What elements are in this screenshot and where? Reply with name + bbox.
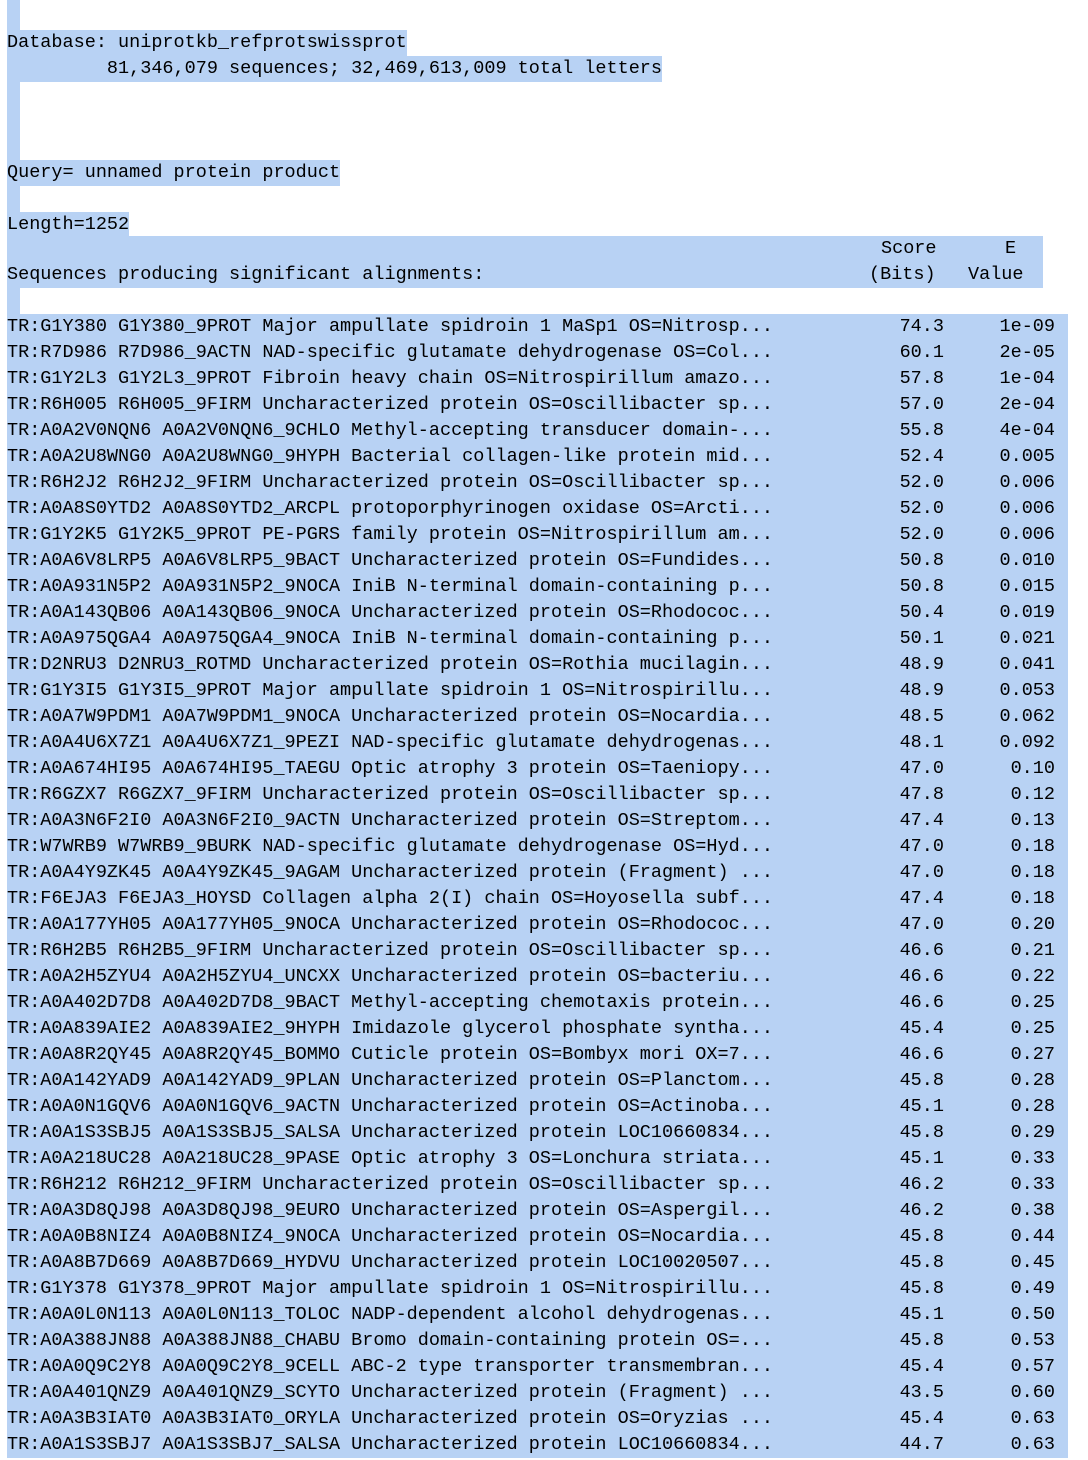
table-row[interactable] bbox=[7, 314, 1068, 340]
hit-description[interactable]: TR:R6H212 R6H212_9FIRM Uncharacterized protein OS=Oscillibacter sp... bbox=[7, 1174, 774, 1195]
table-row[interactable] bbox=[7, 990, 1068, 1016]
hit-evalue: 0.28 bbox=[1010, 1070, 1055, 1091]
hit-score: 52.0 bbox=[899, 472, 944, 493]
hit-description[interactable]: TR:R7D986 R7D986_9ACTN NAD-specific glutamate dehydrogenase OS=Col... bbox=[7, 342, 774, 363]
hit-score: 57.8 bbox=[899, 368, 944, 389]
hit-evalue: 2e-04 bbox=[999, 394, 1055, 415]
table-row[interactable] bbox=[7, 1198, 1068, 1224]
hit-score: 50.8 bbox=[899, 550, 944, 571]
evalue-header-top: E bbox=[1005, 238, 1017, 259]
alignments-title: Sequences producing significant alignments: bbox=[7, 264, 485, 285]
hit-score: 50.8 bbox=[899, 576, 944, 597]
hit-score: 52.4 bbox=[899, 446, 944, 467]
hit-description[interactable]: TR:G1Y2L3 G1Y2L3_9PROT Fibroin heavy chain OS=Nitrospirillum amazo... bbox=[7, 368, 774, 389]
hit-evalue: 0.25 bbox=[1010, 1018, 1055, 1039]
hit-score: 46.6 bbox=[899, 966, 944, 987]
hit-description[interactable]: TR:G1Y2K5 G1Y2K5_9PROT PE-PGRS family protein OS=Nitrospirillum am... bbox=[7, 524, 774, 545]
table-row[interactable] bbox=[7, 860, 1068, 886]
hit-score: 47.8 bbox=[899, 784, 944, 805]
hit-evalue: 0.005 bbox=[999, 446, 1055, 467]
hit-score: 47.0 bbox=[899, 836, 944, 857]
hit-score: 47.0 bbox=[899, 914, 944, 935]
hit-description[interactable]: TR:D2NRU3 D2NRU3_ROTMD Uncharacterized protein OS=Rothia mucilagin... bbox=[7, 654, 774, 675]
hit-score: 57.0 bbox=[899, 394, 944, 415]
table-row[interactable] bbox=[7, 1302, 1068, 1328]
hit-description[interactable]: TR:R6H2B5 R6H2B5_9FIRM Uncharacterized protein OS=Oscillibacter sp... bbox=[7, 940, 774, 961]
hit-description[interactable]: TR:A0A1S3SBJ7 A0A1S3SBJ7_SALSA Uncharacterized protein LOC10660834... bbox=[7, 1434, 774, 1455]
table-row[interactable] bbox=[7, 1328, 1068, 1354]
hit-score: 45.1 bbox=[899, 1096, 944, 1117]
table-row[interactable] bbox=[7, 1406, 1068, 1432]
hit-evalue: 0.010 bbox=[999, 550, 1055, 571]
hit-evalue: 0.50 bbox=[1010, 1304, 1055, 1325]
table-row[interactable] bbox=[7, 704, 1068, 730]
hit-description[interactable]: TR:A0A142YAD9 A0A142YAD9_9PLAN Uncharacterized protein OS=Planctom... bbox=[7, 1070, 774, 1091]
hit-evalue: 0.33 bbox=[1010, 1148, 1055, 1169]
hit-evalue: 0.22 bbox=[1010, 966, 1055, 987]
table-row[interactable] bbox=[7, 886, 1068, 912]
hit-description[interactable]: TR:A0A0L0N113 A0A0L0N113_TOLOC NADP-dependent alcohol dehydrogenas... bbox=[7, 1304, 774, 1325]
hit-score: 74.3 bbox=[899, 316, 944, 337]
hit-evalue: 0.10 bbox=[1010, 758, 1055, 779]
hit-score: 45.8 bbox=[899, 1278, 944, 1299]
hit-evalue: 0.13 bbox=[1010, 810, 1055, 831]
hit-description[interactable]: TR:G1Y380 G1Y380_9PROT Major ampullate spidroin 1 MaSp1 OS=Nitrosp... bbox=[7, 316, 774, 337]
hit-evalue: 0.006 bbox=[999, 472, 1055, 493]
query-line: Query= unnamed protein product bbox=[7, 160, 340, 186]
hit-score: 47.4 bbox=[899, 888, 944, 909]
hit-score: 52.0 bbox=[899, 498, 944, 519]
hit-evalue: 0.041 bbox=[999, 654, 1055, 675]
hit-description[interactable]: TR:A0A7W9PDM1 A0A7W9PDM1_9NOCA Uncharacterized protein OS=Nocardia... bbox=[7, 706, 774, 727]
table-row[interactable] bbox=[7, 392, 1068, 418]
table-row[interactable] bbox=[7, 938, 1068, 964]
table-row[interactable] bbox=[7, 678, 1068, 704]
selection-left-bar-mid bbox=[7, 82, 20, 160]
hit-score: 45.4 bbox=[899, 1408, 944, 1429]
table-row[interactable] bbox=[7, 782, 1068, 808]
hit-evalue: 0.021 bbox=[999, 628, 1055, 649]
table-row[interactable] bbox=[7, 964, 1068, 990]
selection-left-bar-top bbox=[7, 0, 20, 30]
length-line: Length=1252 bbox=[7, 212, 129, 238]
hit-evalue: 0.49 bbox=[1010, 1278, 1055, 1299]
hit-evalue: 0.27 bbox=[1010, 1044, 1055, 1065]
hit-description[interactable]: TR:G1Y378 G1Y378_9PROT Major ampullate spidroin 1 OS=Nitrospirillu... bbox=[7, 1278, 774, 1299]
table-row[interactable] bbox=[7, 496, 1068, 522]
table-row[interactable] bbox=[7, 1432, 1068, 1458]
table-row[interactable] bbox=[7, 1120, 1068, 1146]
hit-evalue: 0.18 bbox=[1010, 888, 1055, 909]
table-row[interactable] bbox=[7, 522, 1068, 548]
hit-score: 45.8 bbox=[899, 1226, 944, 1247]
table-row[interactable] bbox=[7, 418, 1068, 444]
table-row[interactable] bbox=[7, 548, 1068, 574]
hit-evalue: 4e-04 bbox=[999, 420, 1055, 441]
hit-evalue: 0.44 bbox=[1010, 1226, 1055, 1247]
hit-score: 48.9 bbox=[899, 680, 944, 701]
table-row[interactable] bbox=[7, 730, 1068, 756]
table-row[interactable] bbox=[7, 756, 1068, 782]
table-row[interactable] bbox=[7, 834, 1068, 860]
hit-description[interactable]: TR:G1Y3I5 G1Y3I5_9PROT Major ampullate spidroin 1 OS=Nitrospirillu... bbox=[7, 680, 774, 701]
hit-score: 46.6 bbox=[899, 992, 944, 1013]
hit-score: 47.0 bbox=[899, 758, 944, 779]
table-row[interactable] bbox=[7, 340, 1068, 366]
table-row[interactable] bbox=[7, 470, 1068, 496]
table-row[interactable] bbox=[7, 444, 1068, 470]
hit-score: 48.9 bbox=[899, 654, 944, 675]
hit-description[interactable]: TR:A0A2H5ZYU4 A0A2H5ZYU4_UNCXX Uncharacterized protein OS=bacteriu... bbox=[7, 966, 774, 987]
table-row[interactable] bbox=[7, 626, 1068, 652]
hit-evalue: 0.57 bbox=[1010, 1356, 1055, 1377]
hit-description[interactable]: TR:A0A177YH05 A0A177YH05_9NOCA Uncharacterized protein OS=Rhodococ... bbox=[7, 914, 774, 935]
hit-evalue: 0.053 bbox=[999, 680, 1055, 701]
hit-score: 45.8 bbox=[899, 1330, 944, 1351]
hit-description[interactable]: TR:A0A143QB06 A0A143QB06_9NOCA Uncharacterized protein OS=Rhodococ... bbox=[7, 602, 774, 623]
table-row[interactable] bbox=[7, 1094, 1068, 1120]
hit-description[interactable]: TR:W7WRB9 W7WRB9_9BURK NAD-specific glutamate dehydrogenase OS=Hyd... bbox=[7, 836, 774, 857]
table-row[interactable] bbox=[7, 1276, 1068, 1302]
hit-score: 52.0 bbox=[899, 524, 944, 545]
hit-evalue: 0.33 bbox=[1010, 1174, 1055, 1195]
hit-score: 45.8 bbox=[899, 1252, 944, 1273]
hit-score: 45.4 bbox=[899, 1018, 944, 1039]
hit-score: 45.1 bbox=[899, 1148, 944, 1169]
table-row[interactable] bbox=[7, 1172, 1068, 1198]
table-row[interactable] bbox=[7, 1250, 1068, 1276]
hit-description[interactable]: TR:R6H005 R6H005_9FIRM Uncharacterized protein OS=Oscillibacter sp... bbox=[7, 394, 774, 415]
table-row[interactable] bbox=[7, 1016, 1068, 1042]
table-row[interactable] bbox=[7, 600, 1068, 626]
hit-description[interactable]: TR:R6H2J2 R6H2J2_9FIRM Uncharacterized protein OS=Oscillibacter sp... bbox=[7, 472, 774, 493]
hit-evalue: 0.092 bbox=[999, 732, 1055, 753]
hit-evalue: 0.53 bbox=[1010, 1330, 1055, 1351]
hit-evalue: 1e-04 bbox=[999, 368, 1055, 389]
selection-left-bar-gap bbox=[7, 186, 20, 212]
hit-description[interactable]: TR:A0A674HI95 A0A674HI95_TAEGU Optic atrophy 3 protein OS=Taeniopy... bbox=[7, 758, 774, 779]
hit-score: 60.1 bbox=[899, 342, 944, 363]
hit-description[interactable]: TR:A0A0Q9C2Y8 A0A0Q9C2Y8_9CELL ABC-2 type transporter transmembran... bbox=[7, 1356, 774, 1377]
hit-evalue: 0.015 bbox=[999, 576, 1055, 597]
hit-description[interactable]: TR:A0A839AIE2 A0A839AIE2_9HYPH Imidazole glycerol phosphate syntha... bbox=[7, 1018, 774, 1039]
hit-evalue: 0.29 bbox=[1010, 1122, 1055, 1143]
hit-evalue: 0.12 bbox=[1010, 784, 1055, 805]
table-row[interactable] bbox=[7, 912, 1068, 938]
hit-score: 44.7 bbox=[899, 1434, 944, 1455]
hit-description[interactable]: TR:A0A8S0YTD2 A0A8S0YTD2_ARCPL protoporphyrinogen oxidase OS=Arcti... bbox=[7, 498, 774, 519]
hit-score: 46.6 bbox=[899, 940, 944, 961]
hit-score: 45.8 bbox=[899, 1070, 944, 1091]
table-row[interactable] bbox=[7, 574, 1068, 600]
hit-score: 45.8 bbox=[899, 1122, 944, 1143]
hit-description[interactable]: TR:R6GZX7 R6GZX7_9FIRM Uncharacterized protein OS=Oscillibacter sp... bbox=[7, 784, 774, 805]
hit-evalue: 0.18 bbox=[1010, 862, 1055, 883]
hit-description[interactable]: TR:A0A388JN88 A0A388JN88_CHABU Bromo domain-containing protein OS=... bbox=[7, 1330, 774, 1351]
hit-score: 45.1 bbox=[899, 1304, 944, 1325]
hit-score: 47.4 bbox=[899, 810, 944, 831]
hit-evalue: 2e-05 bbox=[999, 342, 1055, 363]
table-row[interactable] bbox=[7, 1146, 1068, 1172]
hit-evalue: 0.18 bbox=[1010, 836, 1055, 857]
hit-evalue: 0.25 bbox=[1010, 992, 1055, 1013]
hit-score: 50.4 bbox=[899, 602, 944, 623]
hit-description[interactable]: TR:A0A218UC28 A0A218UC28_9PASE Optic atrophy 3 OS=Lonchura striata... bbox=[7, 1148, 774, 1169]
hit-score: 55.8 bbox=[899, 420, 944, 441]
hit-score: 46.2 bbox=[899, 1200, 944, 1221]
hit-description[interactable]: TR:A0A6V8LRP5 A0A6V8LRP5_9BACT Uncharacterized protein OS=Fundides... bbox=[7, 550, 774, 571]
hit-evalue: 0.60 bbox=[1010, 1382, 1055, 1403]
hit-score: 46.2 bbox=[899, 1174, 944, 1195]
hit-evalue: 0.21 bbox=[1010, 940, 1055, 961]
hit-description[interactable]: TR:A0A3D8QJ98 A0A3D8QJ98_9EURO Uncharacterized protein OS=Aspergil... bbox=[7, 1200, 774, 1221]
table-row[interactable] bbox=[7, 366, 1068, 392]
hit-evalue: 0.38 bbox=[1010, 1200, 1055, 1221]
hit-score: 50.1 bbox=[899, 628, 944, 649]
hit-evalue: 0.63 bbox=[1010, 1408, 1055, 1429]
hit-description[interactable]: TR:A0A3B3IAT0 A0A3B3IAT0_ORYLA Uncharacterized protein OS=Oryzias ... bbox=[7, 1408, 774, 1429]
hit-score: 47.0 bbox=[899, 862, 944, 883]
hit-description[interactable]: TR:A0A2V0NQN6 A0A2V0NQN6_9CHLO Methyl-accepting transducer domain-... bbox=[7, 420, 774, 441]
score-header-top: Score bbox=[881, 238, 937, 259]
table-row[interactable] bbox=[7, 1042, 1068, 1068]
table-row[interactable] bbox=[7, 1354, 1068, 1380]
hit-description[interactable]: TR:A0A0B8NIZ4 A0A0B8NIZ4_9NOCA Uncharacterized protein OS=Nocardia... bbox=[7, 1226, 774, 1247]
hit-evalue: 0.20 bbox=[1010, 914, 1055, 935]
table-row[interactable] bbox=[7, 808, 1068, 834]
hit-description[interactable]: TR:A0A1S3SBJ5 A0A1S3SBJ5_SALSA Uncharacterized protein LOC10660834... bbox=[7, 1122, 774, 1143]
hit-evalue: 0.006 bbox=[999, 498, 1055, 519]
hit-score: 48.1 bbox=[899, 732, 944, 753]
hit-description[interactable]: TR:A0A975QGA4 A0A975QGA4_9NOCA IniB N-terminal domain-containing p... bbox=[7, 628, 774, 649]
hit-description[interactable]: TR:A0A402D7D8 A0A402D7D8_9BACT Methyl-accepting chemotaxis protein... bbox=[7, 992, 774, 1013]
hit-evalue: 0.019 bbox=[999, 602, 1055, 623]
hit-description[interactable]: TR:A0A4Y9ZK45 A0A4Y9ZK45_9AGAM Uncharacterized protein (Fragment) ... bbox=[7, 862, 774, 883]
hit-description[interactable]: TR:A0A931N5P2 A0A931N5P2_9NOCA IniB N-terminal domain-containing p... bbox=[7, 576, 774, 597]
hit-score: 45.4 bbox=[899, 1356, 944, 1377]
hit-description[interactable]: TR:F6EJA3 F6EJA3_HOYSD Collagen alpha 2(I) chain OS=Hoyosella subf... bbox=[7, 888, 774, 909]
table-row[interactable] bbox=[7, 1380, 1068, 1406]
hit-evalue: 0.062 bbox=[999, 706, 1055, 727]
hit-evalue: 0.006 bbox=[999, 524, 1055, 545]
hit-description[interactable]: TR:A0A8B7D669 A0A8B7D669_HYDVU Uncharacterized protein LOC10020507... bbox=[7, 1252, 774, 1273]
evalue-header-bottom: Value bbox=[968, 264, 1024, 285]
hit-description[interactable]: TR:A0A0N1GQV6 A0A0N1GQV6_9ACTN Uncharacterized protein OS=Actinoba... bbox=[7, 1096, 774, 1117]
hit-description[interactable]: TR:A0A401QNZ9 A0A401QNZ9_SCYTO Uncharacterized protein (Fragment) ... bbox=[7, 1382, 774, 1403]
table-row[interactable] bbox=[7, 1068, 1068, 1094]
hit-score: 46.6 bbox=[899, 1044, 944, 1065]
hit-description[interactable]: TR:A0A8R2QY45 A0A8R2QY45_BOMMO Cuticle protein OS=Bombyx mori OX=7... bbox=[7, 1044, 774, 1065]
hit-evalue: 1e-09 bbox=[999, 316, 1055, 337]
hit-evalue: 0.28 bbox=[1010, 1096, 1055, 1117]
hit-evalue: 0.63 bbox=[1010, 1434, 1055, 1455]
hit-description[interactable]: TR:A0A3N6F2I0 A0A3N6F2I0_9ACTN Uncharacterized protein OS=Streptom... bbox=[7, 810, 774, 831]
score-header-bottom: (Bits) bbox=[869, 264, 936, 285]
table-row[interactable] bbox=[7, 1224, 1068, 1250]
database-line: Database: uniprotkb_refprotswissprot bbox=[7, 30, 407, 56]
table-row[interactable] bbox=[7, 652, 1068, 678]
hit-evalue: 0.45 bbox=[1010, 1252, 1055, 1273]
table-header bbox=[7, 236, 1043, 288]
database-stats-line: 81,346,079 sequences; 32,469,613,009 total letters bbox=[7, 56, 662, 82]
selection-left-bar-pre-table bbox=[7, 288, 20, 314]
hit-description[interactable]: TR:A0A2U8WNG0 A0A2U8WNG0_9HYPH Bacterial collagen-like protein mid... bbox=[7, 446, 774, 467]
hit-score: 48.5 bbox=[899, 706, 944, 727]
hit-score: 43.5 bbox=[899, 1382, 944, 1403]
hit-description[interactable]: TR:A0A4U6X7Z1 A0A4U6X7Z1_9PEZI NAD-specific glutamate dehydrogenas... bbox=[7, 732, 774, 753]
